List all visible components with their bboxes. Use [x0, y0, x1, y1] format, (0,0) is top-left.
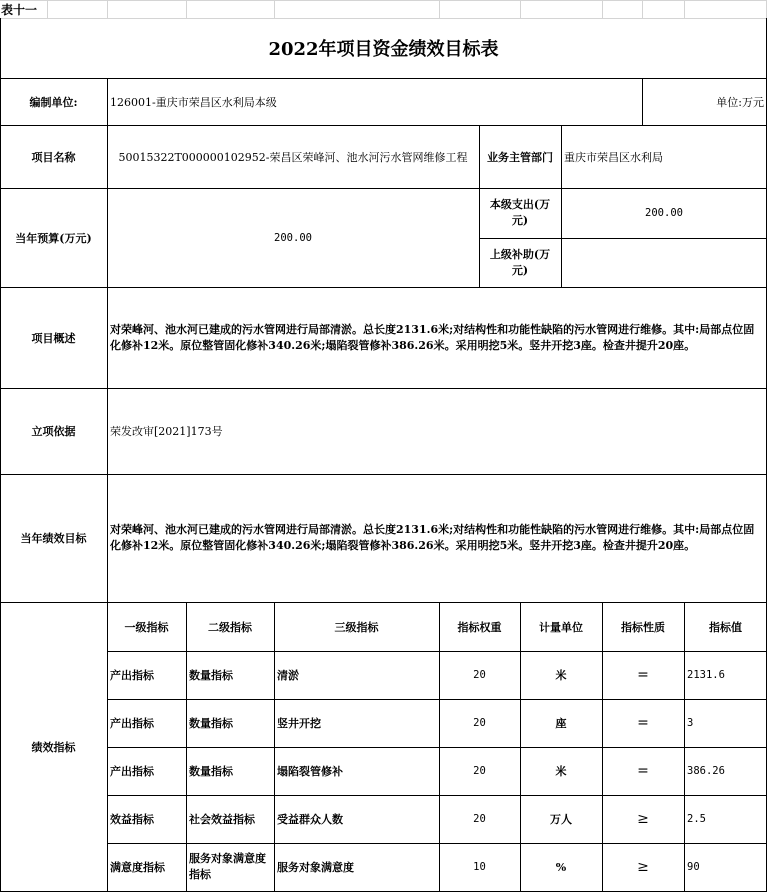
goal-text: 对荣峰河、池水河已建成的污水管网进行局部清淤。总长度2131.6米;对结构性和功能性缺陷的污水管网进行维修。其中:局部点位固化修补12米。原位整管固化修补340.26米;塌陷裂管修补386.26米。采用明挖5米。竖井开挖3座。检查井提升20座。	[110, 523, 755, 552]
indicator-row-level1: 产出指标	[110, 717, 154, 730]
indicator-row-value: 386.26	[687, 765, 725, 777]
indicator-header-nature: 指标性质	[621, 620, 665, 634]
indicator-row-nature: =	[637, 667, 649, 683]
indicator-row-weight: 20	[473, 669, 486, 681]
indicator-row-level3: 竖井开挖	[277, 717, 321, 730]
indicator-row-level3: 清淤	[277, 669, 299, 682]
indicator-header-value: 指标值	[709, 620, 742, 634]
indicator-row-unit: 米	[555, 669, 567, 682]
indicator-row-level3: 服务对象满意度	[277, 861, 354, 874]
indicator-row-level2: 社会效益指标	[189, 813, 255, 826]
indicator-row-nature: =	[637, 763, 649, 779]
indicator-row-nature: ≥	[637, 859, 649, 875]
indicator-row-level1: 产出指标	[110, 669, 154, 682]
dept-value: 重庆市荣昌区水利局	[564, 150, 663, 164]
indicator-row-weight: 20	[473, 717, 486, 729]
budget-label: 当年预算(万元)	[15, 231, 92, 245]
indicator-header-level1: 一级指标	[124, 620, 169, 634]
org-value: 126001-重庆市荣昌区水利局本级	[110, 95, 277, 109]
page-title: 2022年项目资金绩效目标表	[268, 39, 499, 60]
indicator-row-level2: 数量指标	[189, 717, 233, 730]
indicator-row-level2: 服务对象满意度指标	[189, 852, 266, 881]
indicator-row-value: 90	[687, 861, 700, 873]
unit-label: 单位:万元	[716, 95, 764, 109]
project-name-value: 50015322T000000102952-荣昌区荣峰河、池水河污水管网维修工程	[118, 150, 468, 164]
indicator-row-value: 2131.6	[687, 669, 725, 681]
indicator-row-unit: 万人	[550, 813, 572, 826]
indicator-row-unit: 米	[555, 765, 567, 778]
own-expense-label: 本级支出(万元)	[489, 198, 551, 227]
overview-label: 项目概述	[31, 331, 76, 345]
indicator-row-value: 2.5	[687, 813, 706, 825]
indicator-header-level3: 三级指标	[334, 620, 379, 634]
indicator-row-level2: 数量指标	[189, 765, 233, 778]
basis-label: 立项依据	[31, 425, 76, 438]
indicator-row-level3: 塌陷裂管修补	[277, 765, 343, 778]
basis-text: 荣发改审[2021]173号	[110, 425, 223, 438]
indicator-row-unit: 座	[555, 717, 567, 730]
indicator-row-value: 3	[687, 717, 694, 729]
budget-value: 200.00	[274, 231, 312, 244]
indicator-row-level1: 效益指标	[110, 813, 154, 826]
indicator-label: 绩效指标	[31, 741, 76, 754]
indicator-header-level2: 二级指标	[208, 620, 252, 634]
upper-subsidy-label: 上级补助(万元)	[489, 247, 551, 277]
upper-subsidy-value	[561, 238, 767, 287]
indicator-header-weight: 指标权重	[457, 620, 502, 634]
indicator-row-level2: 数量指标	[189, 669, 233, 682]
indicator-row-weight: 20	[473, 765, 486, 777]
overview-text: 对荣峰河、池水河已建成的污水管网进行局部清淤。总长度2131.6米;对结构性和功能性缺陷的污水管网进行维修。其中:局部点位固化修补12米。原位整管固化修补340.26米;塌陷裂管修补386.26米。采用明挖5米。竖井开挖3座。检查井提升20座。	[110, 322, 755, 352]
indicator-row-nature: =	[637, 715, 649, 731]
indicator-row-weight: 10	[473, 861, 486, 873]
dept-label: 业务主管部门	[487, 150, 553, 164]
indicator-row-level3: 受益群众人数	[277, 813, 343, 826]
indicator-row-level1: 产出指标	[110, 765, 154, 778]
indicator-row-weight: 20	[473, 813, 486, 825]
own-expense-value: 200.00	[645, 207, 683, 219]
indicator-row-nature: ≥	[637, 811, 649, 827]
goal-label: 当年绩效目标	[20, 532, 87, 545]
sheet-label: 表十一	[1, 2, 38, 17]
project-name-label: 项目名称	[31, 150, 76, 164]
indicator-row-unit: %	[555, 860, 567, 874]
org-label: 编制单位:	[29, 95, 78, 109]
indicator-row-level1: 满意度指标	[110, 861, 165, 874]
indicator-header-unit: 计量单位	[539, 620, 583, 634]
